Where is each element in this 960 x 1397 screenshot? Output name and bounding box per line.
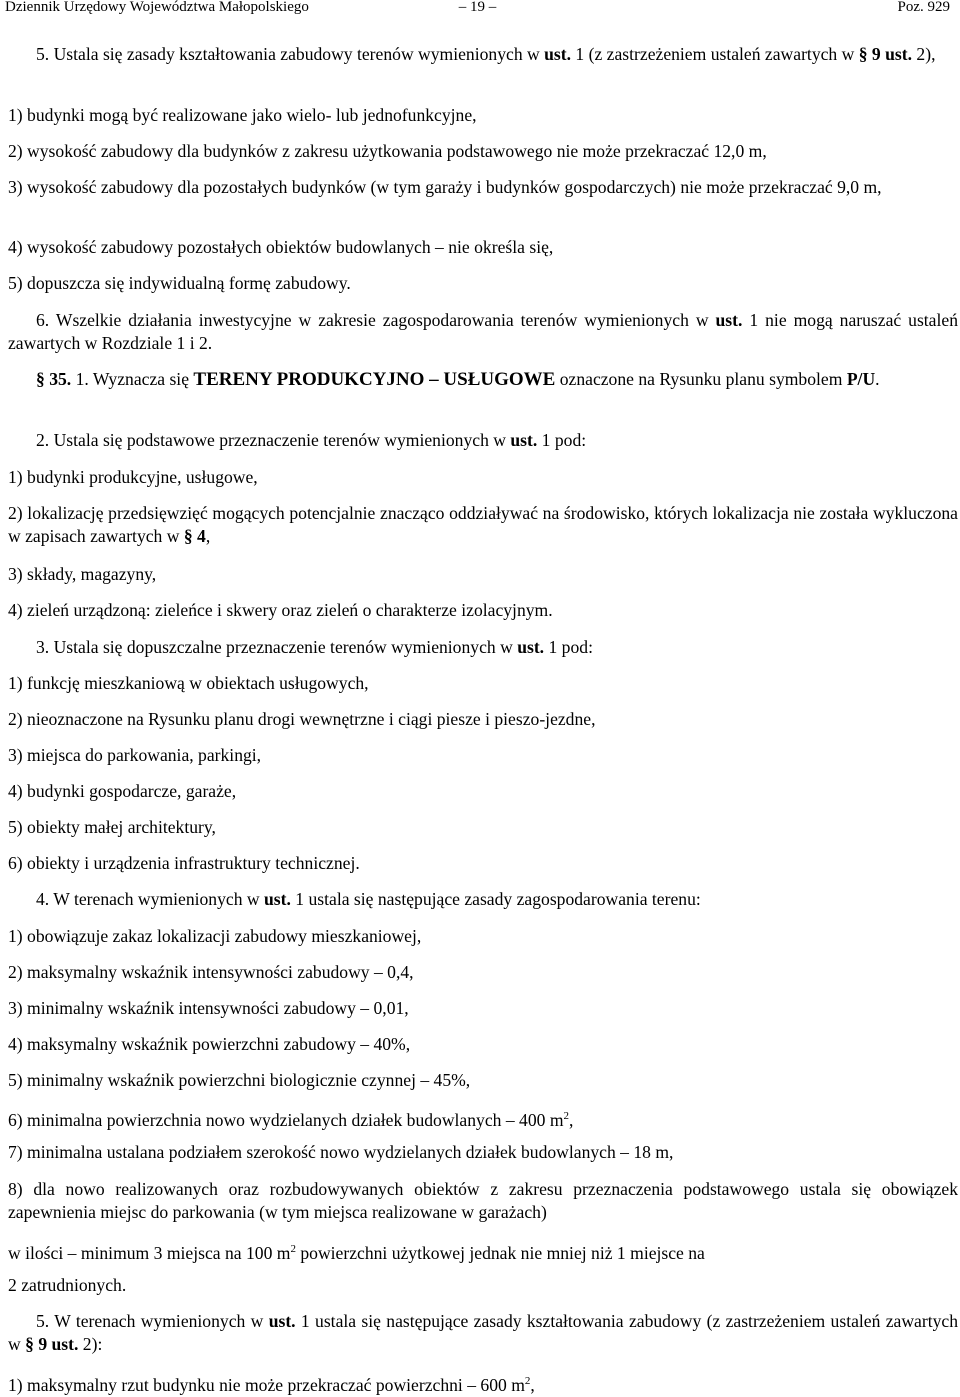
list-item: 1) obowiązuje zakaz lokalizacji zabudowy mieszkaniowej,: [8, 926, 422, 946]
section-35-heading: § 35. 1. Wyznacza się TERENY PRODUKCYJNO – USŁUGOWE oznaczone na Rysunku planu symbolem P/U.: [36, 369, 880, 390]
paragraph-6: 6. Wszelkie działania inwestycyjne w zakresie zagospodarowania terenów wymienionych w ust. 1 nie mogą naruszać ustaleń zawartych w Rozdziale 1 i 2.: [8, 310, 958, 353]
list-item: 4) zieleń urządzoną: zieleńce i skwery oraz zieleń o charakterze izolacyjnym.: [8, 600, 553, 620]
position-number: Poz. 929: [897, 0, 950, 15]
list-item: 6) minimalna powierzchnia nowo wydzielanych działek budowlanych – 400 $m^2$,: [8, 1109, 574, 1130]
list-item: 1) budynki mogą być realizowane jako wielo- lub jednofunkcyjne,: [8, 105, 477, 125]
list-item: 5) minimalny wskaźnik powierzchni biologicznie czynnej – 45%,: [8, 1070, 471, 1090]
paragraph-5-building: 5. W terenach wymienionych w ust. 1 ustala się następujące zasady kształtowania zabudowy (z zastrzeżeniem ustaleń zawartych w § 9 ust. 2):: [8, 1311, 958, 1354]
list-item: 2) wysokość zabudowy dla budynków z zakresu użytkowania podstawowego nie może przekraczać 12,0 m,: [8, 141, 767, 161]
page-number: – 19 –: [458, 0, 497, 15]
paragraph-5-intro: 5. Ustala się zasady kształtowania zabudowy terenów wymienionych w ust. 1 (z zastrzeżeniem ustaleń zawartych w § 9 ust. 2),: [36, 44, 936, 64]
journal-title: Dziennik Urzędowy Województwa Małopolskiego: [5, 0, 309, 15]
list-item: 8) dla nowo realizowanych oraz rozbudowywanych obiektów z zakresu przeznaczenia podstawowego ustala się obowiązek zapewnienia miejsc do parkowania (w tym miejsca realizowane w garażach): [8, 1179, 958, 1222]
list-item: 3) wysokość zabudowy dla pozostałych budynków (w tym garaży i budynków gospodarczych) nie może przekraczać 9,0 m,: [8, 177, 882, 197]
paragraph-3: 3. Ustala się dopuszczalne przeznaczenie terenów wymienionych w ust. 1 pod:: [36, 637, 593, 657]
list-item: 1) budynki produkcyjne, usługowe,: [8, 467, 258, 487]
list-item: 2) lokalizację przedsięwzięć mogących potencjalnie znacząco oddziaływać na środowisko, których lokalizacja nie została wykluczona w zapisach zawartych w § 4,: [8, 503, 958, 546]
list-item-continuation: w ilości – minimum 3 miejsca na 100 $m^2$ powierzchni użytkowej jednak nie mniej niż 1 miejsce na: [8, 1242, 705, 1263]
list-item: 3) składy, magazyny,: [8, 564, 157, 584]
list-item: 5) dopuszcza się indywidualną formę zabudowy.: [8, 273, 351, 293]
list-item: 7) minimalna ustalana podziałem szerokość nowo wydzielanych działek budowlanych – 18 m,: [8, 1142, 674, 1162]
list-item: 4) maksymalny wskaźnik powierzchni zabudowy – 40%,: [8, 1034, 411, 1054]
list-item-continuation: 2 zatrudnionych.: [8, 1275, 127, 1295]
list-item: 6) obiekty i urządzenia infrastruktury technicznej.: [8, 853, 360, 873]
paragraph-2: 2. Ustala się podstawowe przeznaczenie terenów wymienionych w ust. 1 pod:: [36, 430, 587, 450]
list-item: 2) nieoznaczone na Rysunku planu drogi wewnętrzne i ciągi piesze i pieszo-jezdne,: [8, 709, 596, 729]
list-item: 1) maksymalny rzut budynku nie może przekraczać powierzchni – 600 $m^2$,: [8, 1374, 535, 1395]
list-item: 4) budynki gospodarcze, garaże,: [8, 781, 237, 801]
list-item: 4) wysokość zabudowy pozostałych obiektów budowlanych – nie określa się,: [8, 237, 554, 257]
list-item: 3) minimalny wskaźnik intensywności zabudowy – 0,01,: [8, 998, 409, 1018]
list-item: 2) maksymalny wskaźnik intensywności zabudowy – 0,4,: [8, 962, 414, 982]
list-item: 1) funkcję mieszkaniową w obiektach usługowych,: [8, 673, 369, 693]
list-item: 5) obiekty małej architektury,: [8, 817, 216, 837]
list-item: 3) miejsca do parkowania, parkingi,: [8, 745, 262, 765]
paragraph-4: 4. W terenach wymienionych w ust. 1 ustala się następujące zasady zagospodarowania terenu:: [36, 889, 701, 909]
page-header: [5, 0, 950, 18]
